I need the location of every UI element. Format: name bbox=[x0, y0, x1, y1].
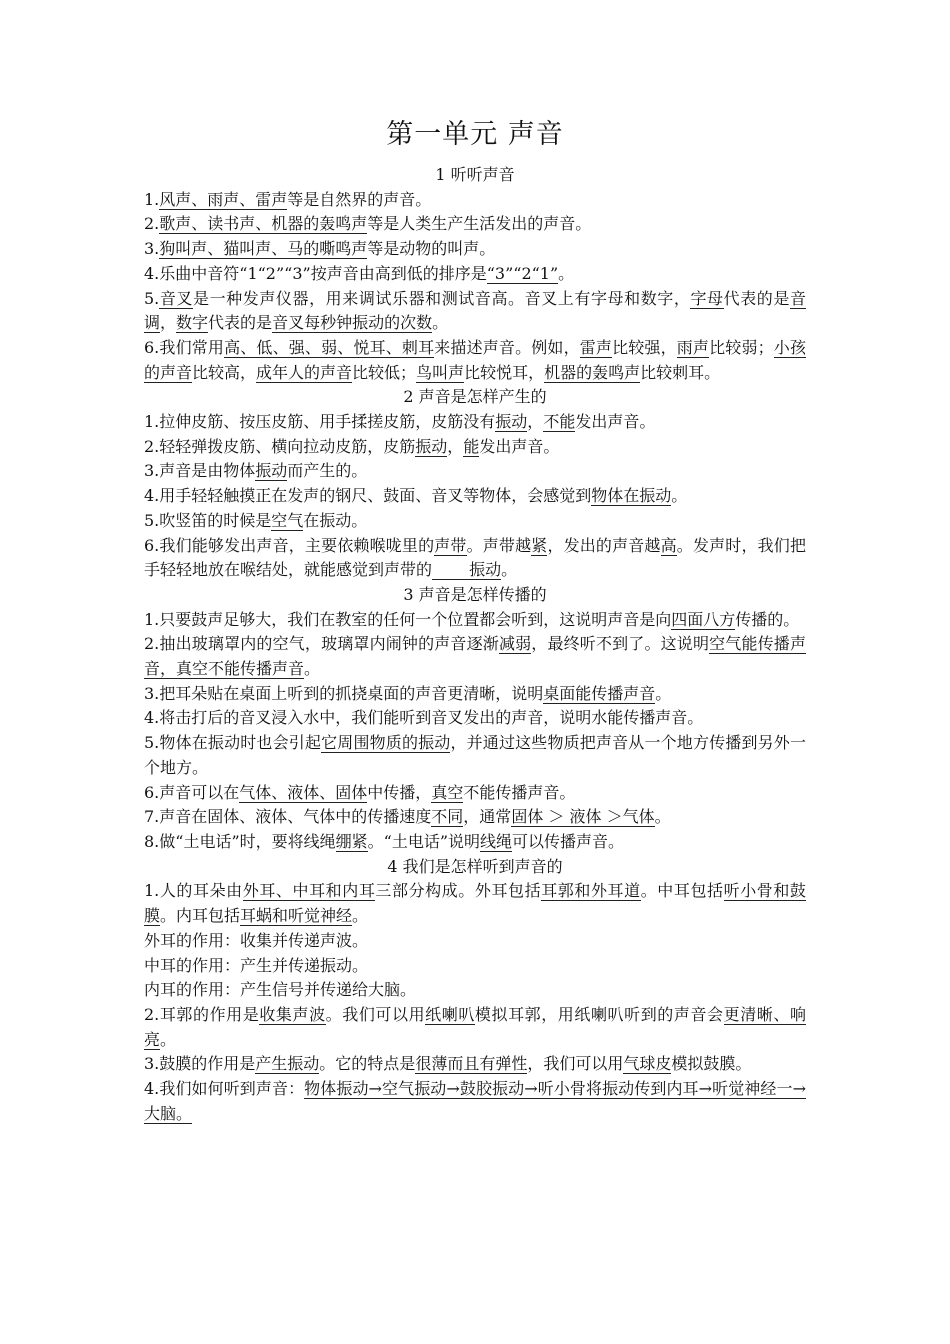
text-run: 。 bbox=[654, 807, 671, 827]
paragraph bbox=[144, 410, 806, 435]
underlined-answer: 不能 bbox=[543, 412, 576, 432]
underlined-answer: 很薄而且有弹性 bbox=[415, 1054, 528, 1074]
paragraph bbox=[144, 781, 806, 806]
paragraph bbox=[144, 632, 806, 681]
paragraph bbox=[144, 212, 806, 237]
text-run: 4.乐曲中音符“1“2”“3”按声音由高到低的排序是 bbox=[144, 263, 487, 283]
underlined-answer: 雨声 bbox=[676, 337, 710, 357]
text-run: 。内耳包括 bbox=[160, 906, 241, 926]
page-title: 第一单元 声音 bbox=[386, 119, 564, 150]
text-run: ， bbox=[527, 412, 544, 432]
text-run: 发出声音。 bbox=[575, 412, 656, 432]
paragraph bbox=[144, 262, 806, 287]
text-run: 4.用手轻轻触摸正在发声的钢尺、鼓面、音叉等物体，会感觉到 bbox=[144, 486, 592, 506]
section-heading: 4 我们是怎样听到声音的 bbox=[387, 856, 563, 876]
paragraph bbox=[144, 954, 806, 979]
paragraph bbox=[144, 459, 806, 484]
underlined-answer: 鸟叫声 bbox=[416, 362, 465, 382]
text-run: ， bbox=[160, 313, 177, 333]
text-run: 。 bbox=[160, 1029, 177, 1049]
text-run: 1. bbox=[144, 189, 160, 209]
underlined-answer: 成年人的声音 bbox=[256, 362, 353, 382]
text-run: 1.拉伸皮筋、按压皮筋、用手揉搓皮筋，皮筋没有 bbox=[144, 412, 496, 432]
text-run: 外耳的作用：收集并传递声波。 bbox=[144, 930, 369, 950]
text-run: 来描述声音。例如， bbox=[434, 337, 580, 357]
text-run: 模拟鼓膜。 bbox=[671, 1054, 752, 1074]
text-run: 5.物体在振动时也会引起 bbox=[144, 733, 322, 753]
underlined-answer: 外耳、中耳和内耳 bbox=[242, 881, 376, 901]
section-heading: 2 声音是怎样产生的 bbox=[403, 387, 547, 407]
text-run: 4.我们如何听到声音： bbox=[144, 1079, 305, 1099]
text-run: ，并通过这些物质把声音从一个地方传播到另外一个地方。 bbox=[144, 733, 806, 777]
text-run: 2.抽出玻璃罩内的空气，玻璃罩内闹钟的声音逐渐 bbox=[144, 634, 499, 654]
underlined-answer: 更清晰、响亮 bbox=[144, 1004, 806, 1049]
underlined-answer: 桌面能传播声音 bbox=[543, 683, 656, 703]
text-run: 三部分构成。外耳包括 bbox=[375, 881, 542, 901]
text-run: 代表的是 bbox=[208, 313, 273, 333]
paragraph bbox=[144, 682, 806, 707]
text-run: ，最终听不到了。这说明 bbox=[531, 634, 710, 654]
text-run: 1.人的耳朵由 bbox=[144, 881, 243, 901]
underlined-answer: 高、低、强、弱、悦耳、刺耳 bbox=[224, 337, 435, 357]
underlined-answer: 数字 bbox=[176, 313, 209, 333]
text-run: 1.只要鼓声足够大，我们在教室的任何一个位置都会听到，这说明声音是向 bbox=[144, 609, 672, 629]
text-run: 7.声音在固体、液体、气体中的传播速度 bbox=[144, 807, 432, 827]
underlined-answer: 耳蜗和听觉神经 bbox=[240, 906, 353, 926]
underlined-answer: 空气能传播声音，真空不能传播声音 bbox=[144, 634, 806, 679]
text-run: 。 bbox=[432, 313, 449, 333]
text-run: 而产生的。 bbox=[287, 461, 368, 481]
underlined-answer: 狗叫声、猫叫声、马的嘶鸣声 bbox=[159, 239, 368, 259]
text-run: 中传播， bbox=[367, 782, 432, 802]
underlined-answer: 收集声波 bbox=[259, 1004, 326, 1024]
paragraph bbox=[144, 435, 806, 460]
text-run: 比较强， bbox=[612, 337, 677, 357]
underlined-answer: 产生振动 bbox=[255, 1054, 320, 1074]
text-run: 6.我们能够发出声音，主要依赖喉咙里的 bbox=[144, 535, 435, 555]
text-run: ，发出的声音越 bbox=[547, 535, 661, 555]
paragraph bbox=[144, 805, 806, 830]
underlined-answer: 气球皮 bbox=[623, 1054, 672, 1074]
paragraph bbox=[144, 188, 806, 213]
underlined-answer: 听小骨和鼓膜 bbox=[144, 881, 806, 926]
text-run: 。声带越 bbox=[466, 535, 532, 555]
section-heading: 3 声音是怎样传播的 bbox=[403, 584, 547, 604]
paragraph bbox=[144, 237, 806, 262]
text-run: 发出声音。 bbox=[479, 436, 560, 456]
text-run: 可以传播声音。 bbox=[512, 831, 625, 851]
underlined-answer: 字母 bbox=[690, 288, 724, 308]
text-run: 比较低； bbox=[352, 362, 417, 382]
text-run: 4.将击打后的音叉浸入水中，我们能听到音叉发出的声音，说明水能传播声音。 bbox=[144, 708, 704, 728]
paragraph bbox=[144, 509, 806, 534]
text-run: 。发声时，我们把手轻轻地放在喉结处，就能感觉到声带的 bbox=[144, 535, 806, 580]
text-run: 2. bbox=[144, 214, 160, 234]
text-run: 等是人类生产生活发出的声音。 bbox=[367, 214, 592, 234]
underlined-answer: “3”“2“1” bbox=[486, 263, 559, 283]
underlined-answer: 振动 bbox=[255, 461, 288, 481]
paragraph bbox=[144, 608, 806, 633]
underlined-answer: 音叉 bbox=[159, 288, 194, 308]
text-run: 不能传播声音。 bbox=[463, 782, 576, 802]
text-run: 是一种发声仪器，用来调试乐器和测试音高。音叉上有字母和数字， bbox=[193, 288, 691, 308]
paragraph bbox=[144, 287, 806, 336]
underlined-answer: 不同 bbox=[431, 807, 464, 827]
paragraph bbox=[144, 706, 806, 731]
underlined-answer: 音调 bbox=[144, 288, 806, 333]
underlined-answer: 机器的轰鸣声 bbox=[544, 362, 641, 382]
underlined-answer: 小孩的声音 bbox=[144, 337, 806, 382]
text-run: 传播的。 bbox=[735, 609, 800, 629]
text-run: 比较悦耳， bbox=[464, 362, 545, 382]
underlined-answer: 紧 bbox=[531, 535, 548, 555]
underlined-answer: 真空 bbox=[431, 782, 464, 802]
underlined-answer: 雷声 bbox=[579, 337, 613, 357]
text-run: 等是自然界的声音。 bbox=[287, 189, 432, 209]
paragraph bbox=[144, 879, 806, 928]
text-run: 3. bbox=[144, 239, 160, 259]
text-run: 。 bbox=[558, 263, 575, 283]
text-run: 中耳的作用：产生并传递振动。 bbox=[144, 955, 369, 975]
text-run: 。它的特点是 bbox=[319, 1054, 416, 1074]
section-heading: 1 听听声音 bbox=[435, 165, 515, 184]
text-run: 。中耳包括 bbox=[640, 881, 724, 901]
text-run: 2.耳郭的作用是 bbox=[144, 1004, 260, 1024]
underlined-answer: 减弱 bbox=[498, 634, 532, 654]
text-run: 。 bbox=[304, 659, 321, 679]
underlined-answer: 振动 bbox=[495, 412, 528, 432]
underlined-answer: 振动 bbox=[432, 560, 502, 580]
paragraph bbox=[144, 336, 806, 385]
document-body bbox=[144, 163, 806, 1126]
underlined-answer: 物体在振动 bbox=[591, 486, 672, 506]
paragraph bbox=[144, 929, 806, 954]
text-run: 5. bbox=[144, 288, 160, 308]
text-run: 比较弱； bbox=[709, 337, 774, 357]
text-run: 内耳的作用：产生信号并传递给大脑。 bbox=[144, 980, 417, 1000]
text-run: 3.鼓膜的作用是 bbox=[144, 1054, 256, 1074]
underlined-answer: 气体、液体、固体 bbox=[239, 782, 368, 802]
text-run: 。“土电话”说明 bbox=[367, 831, 481, 851]
text-run: 5.吹竖笛的时候是 bbox=[144, 510, 272, 530]
text-run: 。 bbox=[655, 683, 672, 703]
text-run: 2.轻轻弹拨皮筋、横向拉动皮筋，皮筋 bbox=[144, 436, 416, 456]
text-run: ，我们可以用 bbox=[527, 1054, 624, 1074]
underlined-answer: 振动 bbox=[415, 436, 448, 456]
underlined-answer: 物体振动→空气振动→鼓胶振动→听小骨将振动传到内耳→听觉神经一→大脑。 bbox=[144, 1079, 806, 1123]
text-run: 代表的是 bbox=[723, 288, 790, 308]
underlined-answer: 线绳 bbox=[480, 831, 513, 851]
text-run: 。我们可以用 bbox=[325, 1004, 426, 1024]
underlined-answer: 它周围物质的振动 bbox=[321, 733, 451, 753]
underlined-answer: 空气 bbox=[271, 510, 304, 530]
underlined-answer: 能 bbox=[463, 436, 480, 456]
paragraph bbox=[144, 484, 806, 509]
paragraph bbox=[144, 731, 806, 780]
paragraph bbox=[144, 534, 806, 583]
underlined-answer: 音叉每秒钟振动的次数 bbox=[272, 313, 433, 333]
text-run: 6.声音可以在 bbox=[144, 782, 240, 802]
text-run: 等是动物的叫声。 bbox=[367, 239, 496, 259]
text-run: 。 bbox=[671, 486, 688, 506]
paragraph bbox=[144, 830, 806, 855]
underlined-answer: 声带 bbox=[434, 535, 467, 555]
text-run: 比较高， bbox=[192, 362, 257, 382]
underlined-answer: 高 bbox=[660, 535, 677, 555]
text-run: 8.做“土电话”时，要将线绳 bbox=[144, 831, 336, 851]
text-run: 模拟耳郭，用纸喇叭听到的声音会 bbox=[474, 1004, 724, 1024]
underlined-answer: 耳郭和外耳道 bbox=[541, 881, 641, 901]
text-run: 3.声音是由物体 bbox=[144, 461, 256, 481]
paragraph bbox=[144, 978, 806, 1003]
paragraph bbox=[144, 1052, 806, 1077]
underlined-answer: 歌声、读书声、机器的轰鸣声 bbox=[159, 214, 368, 234]
underlined-answer: 绷紧 bbox=[335, 831, 368, 851]
text-run: ，通常 bbox=[463, 807, 512, 827]
text-run: 。 bbox=[501, 560, 518, 580]
text-run: 比较刺耳。 bbox=[640, 362, 721, 382]
text-run: 3.把耳朵贴在桌面上听到的抓挠桌面的声音更清晰，说明 bbox=[144, 683, 544, 703]
text-run: 6.我们常用 bbox=[144, 337, 225, 357]
underlined-answer: 四面八方 bbox=[671, 609, 736, 629]
text-run: 在振动。 bbox=[303, 510, 368, 530]
text-run: 。 bbox=[352, 906, 369, 926]
underlined-answer: 固体 ＞ 液体 ＞气体 bbox=[511, 807, 655, 827]
underlined-answer: 纸喇叭 bbox=[425, 1004, 475, 1024]
paragraph bbox=[144, 1077, 806, 1126]
paragraph bbox=[144, 1003, 806, 1052]
text-run: ， bbox=[447, 436, 464, 456]
underlined-answer: 风声、雨声、雷声 bbox=[159, 189, 288, 209]
